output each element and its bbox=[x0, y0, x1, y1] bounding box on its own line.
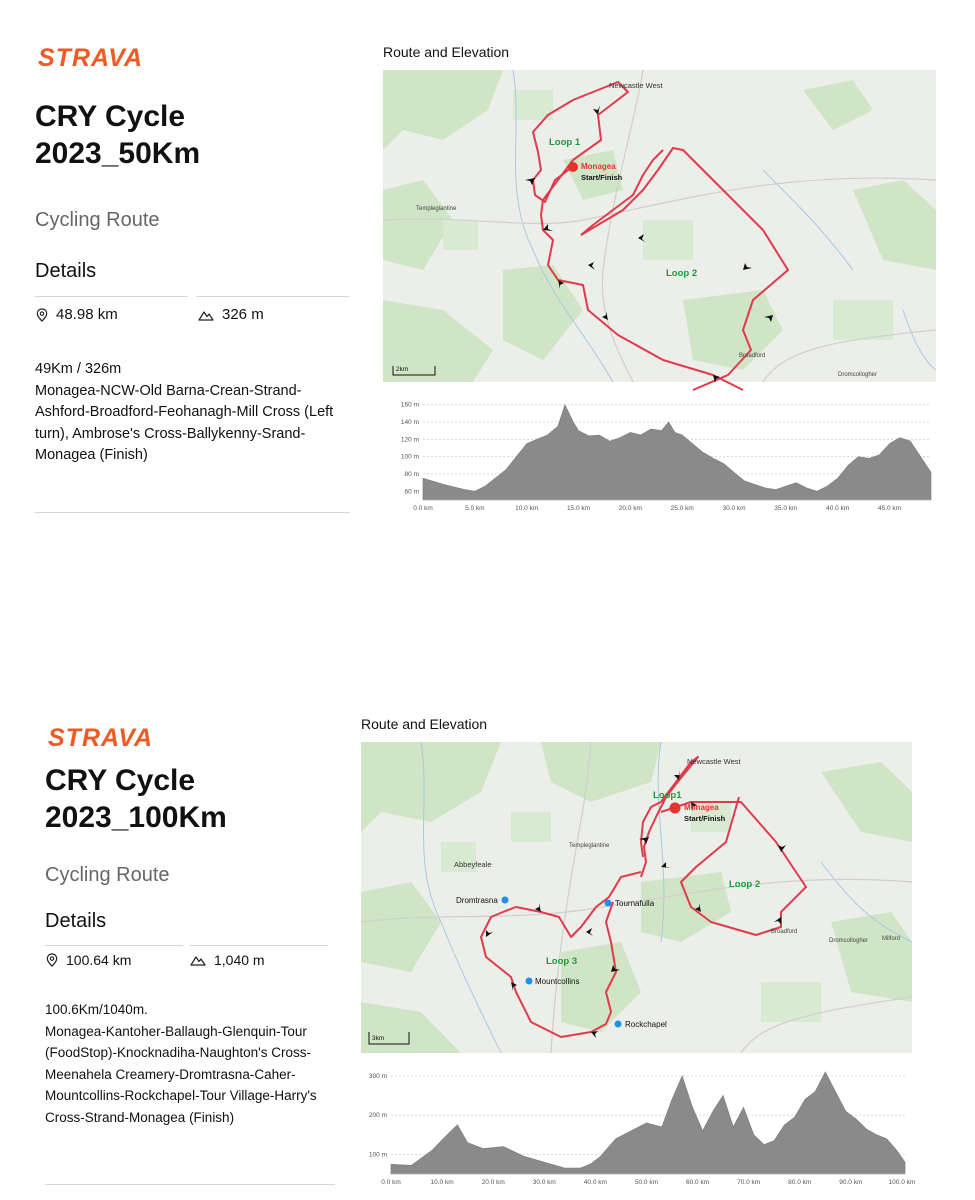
mountain-icon bbox=[190, 954, 206, 966]
x-tick-label: 0.0 km bbox=[381, 1179, 401, 1186]
divider bbox=[45, 945, 183, 946]
y-tick-label: 300 m bbox=[368, 1072, 387, 1080]
place-milford: Milford bbox=[882, 936, 901, 942]
x-tick-label: 20.0 km bbox=[481, 1179, 505, 1186]
route-waypoints: Monagea-Kantoher-Ballaugh-Glenquin-Tour (FoodStop)-Knocknadiha-Naughton's Cross-Meenahela Creamery-Dromtrasna-Caher-Mountcollins-Rockchapel-Tour Village-Harry's Cross-Strand-Monagea (Finish) bbox=[45, 1023, 317, 1125]
route-title: CRY Cycle 2023_100Km bbox=[45, 764, 227, 834]
loop-1-label: Loop1 bbox=[653, 790, 682, 801]
elevation-value: 326 m bbox=[222, 306, 264, 323]
details-heading: Details bbox=[35, 260, 97, 282]
place-templeglantine: Templeglantine bbox=[569, 843, 610, 849]
place-abbeyfeale: Abbeyfeale bbox=[454, 860, 492, 869]
y-tick-label: 100 m bbox=[368, 1151, 387, 1159]
distance-stat bbox=[46, 952, 131, 968]
elevation-stat bbox=[190, 952, 265, 968]
town-tournafulla: Tournafulla bbox=[615, 899, 655, 908]
x-tick-label: 10.0 km bbox=[430, 1179, 454, 1186]
scale-label: 3km bbox=[372, 1035, 385, 1042]
distance-value: 48.98 km bbox=[56, 306, 118, 323]
route-summary: 49Km / 326m bbox=[35, 361, 122, 377]
x-tick-label: 15.0 km bbox=[566, 505, 591, 512]
route-elevation-heading: Route and Elevation bbox=[383, 44, 510, 60]
town-dromtrasna: Dromtrasna bbox=[456, 896, 498, 905]
divider bbox=[35, 296, 188, 297]
x-tick-label: 10.0 km bbox=[515, 505, 539, 512]
y-tick-label: 100 m bbox=[400, 453, 419, 461]
elevation-stat bbox=[198, 306, 264, 323]
divider bbox=[196, 296, 349, 297]
loop-2-label: Loop 2 bbox=[666, 268, 698, 279]
x-tick-label: 45.0 km bbox=[877, 505, 902, 512]
elevation-area bbox=[423, 405, 931, 500]
place-newcastle-west: Newcastle West bbox=[609, 81, 663, 90]
y-tick-label: 120 m bbox=[400, 436, 419, 444]
x-tick-label: 35.0 km bbox=[774, 505, 798, 512]
x-tick-label: 40.0 km bbox=[583, 1179, 607, 1186]
elevation-chart[interactable] bbox=[383, 390, 931, 514]
route-card-100km[interactable] bbox=[10, 702, 965, 1200]
place-newcastle-west: Newcastle West bbox=[687, 757, 741, 766]
location-pin-icon bbox=[46, 953, 58, 967]
town-rockchapel: Rockchapel bbox=[625, 1020, 667, 1029]
details-heading: Details bbox=[45, 910, 107, 932]
y-tick-label: 140 m bbox=[400, 419, 419, 426]
scale-label: 2km bbox=[396, 366, 409, 373]
x-tick-label: 5.0 km bbox=[465, 505, 485, 512]
elevation-value: 1,040 m bbox=[214, 952, 265, 968]
mountain-icon bbox=[198, 309, 214, 321]
distance-stat bbox=[36, 306, 118, 323]
x-tick-label: 30.0 km bbox=[722, 505, 746, 512]
route-elevation-heading: Route and Elevation bbox=[361, 716, 488, 732]
x-tick-label: 0.0 km bbox=[413, 505, 433, 512]
route-description bbox=[45, 999, 335, 1128]
town-mountcollins: Mountcollins bbox=[535, 977, 580, 986]
loop-2-label: Loop 2 bbox=[729, 879, 761, 890]
place-dromcollogher: Dromcollogher bbox=[838, 372, 878, 378]
place-dromcollogher: Dromcollogher bbox=[829, 938, 869, 944]
start-label: Monagea bbox=[581, 162, 616, 171]
x-tick-label: 70.0 km bbox=[737, 1179, 761, 1186]
route-map-graphic bbox=[383, 70, 936, 382]
route-type: Cycling Route bbox=[35, 209, 160, 231]
x-tick-label: 60.0 km bbox=[685, 1179, 710, 1186]
divider bbox=[190, 945, 328, 946]
finish-label: Start/Finish bbox=[684, 814, 726, 823]
loop-1-label: Loop 1 bbox=[549, 137, 581, 148]
x-tick-label: 90.0 km bbox=[839, 1179, 863, 1186]
x-tick-label: 20.0 km bbox=[618, 505, 642, 512]
x-tick-label: 100.0 km bbox=[888, 1179, 916, 1186]
divider bbox=[45, 1184, 335, 1185]
y-tick-label: 60 m bbox=[404, 488, 419, 496]
route-type: Cycling Route bbox=[45, 864, 170, 886]
strava-logo: STRAVA bbox=[38, 44, 144, 72]
place-broadford: Broadford bbox=[739, 353, 766, 359]
route-title: CRY Cycle 2023_50Km bbox=[35, 100, 201, 170]
y-tick-label: 80 m bbox=[404, 471, 419, 478]
route-summary: 100.6Km/1040m. bbox=[45, 1002, 148, 1017]
route-waypoints: Monagea-NCW-Old Barna-Crean-Strand-Ashford-Broadford-Feohanagh-Mill Cross (Left turn), Ambrose's Cross-Ballykenny-Srand-Monagea (Finish) bbox=[35, 382, 334, 463]
loop-3-label: Loop 3 bbox=[546, 956, 578, 967]
x-tick-label: 50.0 km bbox=[634, 1179, 659, 1186]
x-tick-label: 40.0 km bbox=[826, 505, 850, 512]
y-tick-label: 200 m bbox=[368, 1112, 387, 1120]
route-map[interactable] bbox=[361, 742, 912, 1053]
finish-label: Start/Finish bbox=[581, 173, 623, 182]
y-tick-label: 160 m bbox=[400, 401, 419, 409]
elevation-area bbox=[391, 1072, 905, 1174]
strava-logo: STRAVA bbox=[48, 724, 154, 752]
distance-value: 100.64 km bbox=[66, 952, 132, 968]
route-map[interactable] bbox=[383, 70, 936, 382]
start-label: Monagea bbox=[684, 803, 719, 812]
x-tick-label: 30.0 km bbox=[532, 1179, 556, 1186]
x-tick-label: 25.0 km bbox=[670, 505, 694, 512]
route-map-graphic bbox=[361, 742, 912, 1053]
divider bbox=[35, 512, 350, 513]
elevation-chart-graphic bbox=[361, 1062, 916, 1188]
place-broadford: Broadford bbox=[771, 929, 798, 935]
location-pin-icon bbox=[36, 308, 48, 322]
route-description bbox=[35, 359, 355, 467]
elevation-chart[interactable] bbox=[361, 1062, 916, 1188]
elevation-chart-graphic bbox=[383, 390, 931, 514]
route-card-50km[interactable] bbox=[10, 28, 965, 528]
place-templeglantine: Templeglantine bbox=[416, 206, 457, 212]
x-tick-label: 80.0 km bbox=[788, 1179, 812, 1186]
